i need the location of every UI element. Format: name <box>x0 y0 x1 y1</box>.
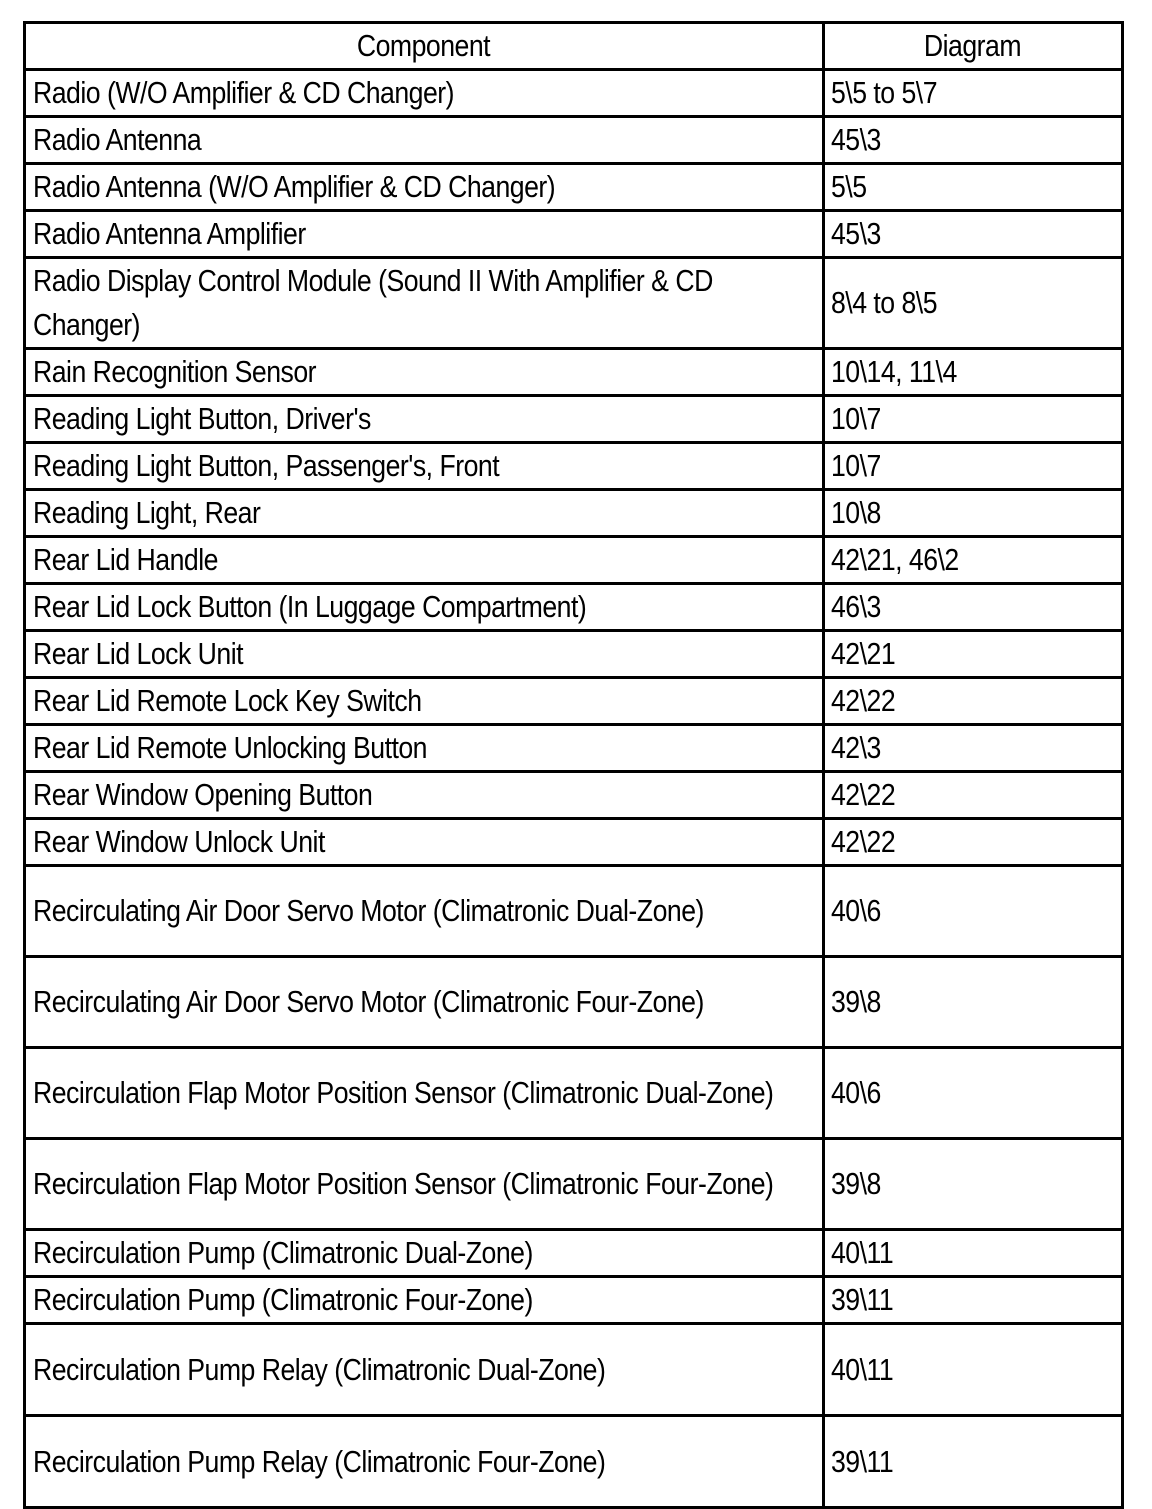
table-row <box>25 490 1123 537</box>
table-row <box>25 725 1123 772</box>
component-cell: Recirculating Air Door Servo Motor (Climatronic Four-Zone) <box>25 957 824 1048</box>
component-cell: Recirculating Air Door Servo Motor (Climatronic Dual-Zone) <box>25 866 824 957</box>
diagram-cell: 42\22 <box>824 772 1123 819</box>
table-row <box>25 117 1123 164</box>
component-cell: Rear Lid Remote Lock Key Switch <box>25 678 824 725</box>
table-row <box>25 631 1123 678</box>
table-row <box>25 866 1123 957</box>
component-cell: Recirculation Flap Motor Position Sensor (Climatronic Four-Zone) <box>25 1139 824 1230</box>
diagram-cell: 39\8 <box>824 957 1123 1048</box>
diagram-cell: 5\5 to 5\7 <box>824 70 1123 117</box>
component-cell: Radio Display Control Module (Sound II With Amplifier & CD Changer) <box>25 258 824 349</box>
component-cell: Rain Recognition Sensor <box>25 349 824 396</box>
component-cell: Rear Window Opening Button <box>25 772 824 819</box>
diagram-cell: 40\11 <box>824 1324 1123 1416</box>
diagram-cell: 40\6 <box>824 866 1123 957</box>
diagram-cell: 42\21 <box>824 631 1123 678</box>
diagram-cell: 10\14, 11\4 <box>824 349 1123 396</box>
diagram-cell: 42\21, 46\2 <box>824 537 1123 584</box>
table-row <box>25 1048 1123 1139</box>
table-row <box>25 1416 1123 1508</box>
table-row <box>25 957 1123 1048</box>
diagram-cell: 45\3 <box>824 117 1123 164</box>
table-row <box>25 1324 1123 1416</box>
component-cell: Recirculation Pump (Climatronic Four-Zone) <box>25 1277 824 1324</box>
component-cell: Rear Lid Lock Unit <box>25 631 824 678</box>
component-cell: Recirculation Flap Motor Position Sensor (Climatronic Dual-Zone) <box>25 1048 824 1139</box>
table-row <box>25 70 1123 117</box>
table-row <box>25 584 1123 631</box>
diagram-cell: 10\8 <box>824 490 1123 537</box>
diagram-cell: 10\7 <box>824 396 1123 443</box>
diagram-cell: 42\3 <box>824 725 1123 772</box>
diagram-cell: 39\11 <box>824 1277 1123 1324</box>
table-row <box>25 678 1123 725</box>
diagram-cell: 40\11 <box>824 1230 1123 1277</box>
diagram-cell: 39\8 <box>824 1139 1123 1230</box>
component-cell: Recirculation Pump (Climatronic Dual-Zone) <box>25 1230 824 1277</box>
component-diagram-table <box>23 21 1124 1509</box>
diagram-cell: 42\22 <box>824 678 1123 725</box>
table-row <box>25 164 1123 211</box>
table-row <box>25 1277 1123 1324</box>
header-row <box>25 23 1123 70</box>
component-cell: Rear Lid Lock Button (In Luggage Compartment) <box>25 584 824 631</box>
component-cell: Rear Lid Handle <box>25 537 824 584</box>
diagram-cell: 10\7 <box>824 443 1123 490</box>
component-cell: Rear Lid Remote Unlocking Button <box>25 725 824 772</box>
table-row <box>25 819 1123 866</box>
table-row <box>25 537 1123 584</box>
component-cell: Radio Antenna (W/O Amplifier & CD Changer) <box>25 164 824 211</box>
diagram-cell: 8\4 to 8\5 <box>824 258 1123 349</box>
table-row <box>25 349 1123 396</box>
component-cell: Recirculation Pump Relay (Climatronic Four-Zone) <box>25 1416 824 1508</box>
column-header-component: Component <box>25 23 824 70</box>
diagram-cell: 5\5 <box>824 164 1123 211</box>
table-row <box>25 443 1123 490</box>
component-cell: Recirculation Pump Relay (Climatronic Dual-Zone) <box>25 1324 824 1416</box>
table-row <box>25 772 1123 819</box>
diagram-cell: 42\22 <box>824 819 1123 866</box>
table-row <box>25 1139 1123 1230</box>
component-cell: Radio (W/O Amplifier & CD Changer) <box>25 70 824 117</box>
table-row <box>25 396 1123 443</box>
component-cell: Reading Light Button, Passenger's, Front <box>25 443 824 490</box>
diagram-cell: 39\11 <box>824 1416 1123 1508</box>
component-cell: Rear Window Unlock Unit <box>25 819 824 866</box>
component-cell: Reading Light Button, Driver's <box>25 396 824 443</box>
column-header-diagram: Diagram <box>824 23 1123 70</box>
component-cell: Reading Light, Rear <box>25 490 824 537</box>
component-cell: Radio Antenna Amplifier <box>25 211 824 258</box>
diagram-cell: 40\6 <box>824 1048 1123 1139</box>
table-row <box>25 211 1123 258</box>
table-row <box>25 258 1123 349</box>
diagram-cell: 45\3 <box>824 211 1123 258</box>
component-cell: Radio Antenna <box>25 117 824 164</box>
table-row <box>25 1230 1123 1277</box>
diagram-cell: 46\3 <box>824 584 1123 631</box>
